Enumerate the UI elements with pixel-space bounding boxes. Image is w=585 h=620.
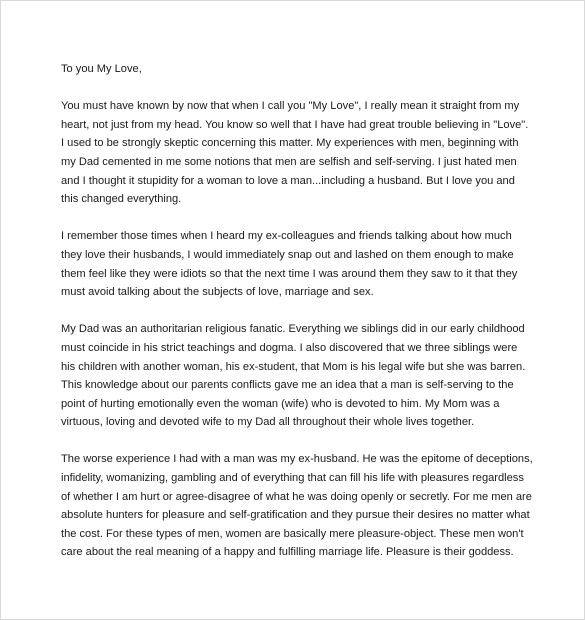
paragraph-line: The worse experience I had with a man was my ex-husband. He was the epitome of deceptions, [61, 453, 533, 466]
paragraph-line: I used to be strongly skeptic concerning this matter. My experiences with men, beginning with [61, 137, 519, 150]
paragraph-2 [61, 227, 527, 301]
paragraph-line: infidelity, womanizing, gambling and of everything that can fill his life with pleasures regardless [61, 472, 524, 485]
paragraph-line: point of hurting emotionally even the woman (wife) who is devoted to him. My Mom was a [61, 397, 500, 410]
paragraph-line: them feel like they were idiots so that the next time I was around them they saw to it that they [61, 267, 518, 280]
paragraph-line: You must have known by now that when I call you "My Love", I really mean it straight from my [61, 100, 520, 113]
paragraph-3 [61, 320, 527, 432]
paragraph-4 [61, 450, 533, 562]
paragraph-line: must coincide in his strict teachings and dogma. I also discovered that we three siblings were [61, 341, 518, 354]
paragraph-line: his children with another woman, his ex-student, that Mom is his legal wife but she was barren. [61, 360, 526, 373]
paragraph-line: and I thought it stupidity for a woman to love a man...including a husband. But I love you and [61, 174, 515, 187]
paragraph-line: heart, not just from my head. You know so well that I have had great trouble believing in "Love". [61, 118, 529, 131]
paragraph-line: My Dad was an authoritarian religious fanatic. Everything we siblings did in our early childhood [61, 323, 525, 336]
paragraph-line: my Dad cemented in me some notions that men are selfish and self-serving. I just hated men [61, 155, 517, 168]
paragraph-line: virtuous, loving and devoted wife to my Dad all throughout their whole lives together. [61, 416, 475, 429]
paragraph-1 [61, 97, 527, 209]
paragraph-line: they love their husbands, I would immediately snap out and lashed on them enough to make [61, 248, 514, 261]
letter-salutation: To you My Love, [61, 63, 142, 75]
paragraph-line: the cost. For these types of men, women are basically mere pleasure-object. These men won't [61, 527, 524, 540]
paragraph-line: This knowledge about our parents conflicts gave me an idea that a man is self-serving to the [61, 379, 514, 392]
paragraph-line: this changed everything. [61, 193, 182, 206]
paragraph-line: I remember those times when I heard my ex-colleagues and friends talking about how much [61, 230, 512, 243]
paragraph-line: care about the real meaning of a happy and fulfilling marriage life. Pleasure is their goddess. [61, 546, 514, 559]
paragraph-line: of whether I am hurt or agree-disagree of what he was doing openly or secretly. For me men are [61, 490, 532, 503]
paragraph-line: absolute hunters for pleasure and self-gratification and they pursue their desires no matter what [61, 509, 530, 522]
letter-body [61, 60, 533, 581]
paragraph-line: must avoid talking about the subjects of love, marriage and sex. [61, 286, 374, 299]
